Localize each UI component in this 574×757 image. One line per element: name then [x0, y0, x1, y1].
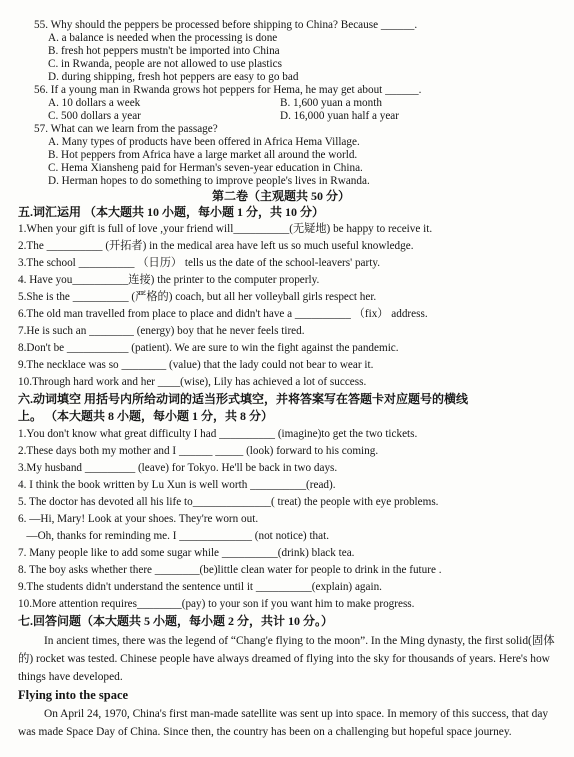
- section5-item-6: 6.The old man travelled from place to place and didn't have a __________ （fix） address.: [18, 308, 428, 320]
- part2-heading: 第二卷（主观题共 50 分）: [212, 189, 351, 203]
- section7-intro: In ancient times, there was the legend of “Chang'e flying to the moon”. In the Ming dynasty, the first solid(固体的) rocket was tested. Chinese people have always dreamed of flying into the sky for thousands of years. Here's how things have developed.: [18, 635, 555, 683]
- q55-option-b: B. fresh hot peppers mustn't be imported into China: [48, 45, 280, 57]
- section5-item-2: 2.The __________ (开拓者) in the medical area have left us so much useful knowledge.: [18, 240, 414, 252]
- q57-stem: 57. What can we learn from the passage?: [34, 123, 218, 135]
- q56-stem: 56. If a young man in Rwanda grows hot peppers for Hema, he may get about ______.: [34, 84, 422, 96]
- section5-item-7: 7.He is such an ________ (energy) boy that he never feels tired.: [18, 325, 305, 337]
- q56-option-a: A. 10 dollars a week: [48, 97, 141, 109]
- section6-item-2: 2.These days both my mother and I ______ _____ (look) forward to his coming.: [18, 445, 379, 457]
- section6-heading-line2: 上。 （本大题共 8 小题，每小题 1 分，共 8 分）: [18, 409, 274, 423]
- passage-title: Flying into the space: [18, 688, 129, 702]
- q57-option-c: C. Hema Xiansheng paid for Herman's seven-year education in China.: [48, 162, 363, 174]
- q55-stem: 55. Why should the peppers be processed before shipping to China? Because ______.: [34, 19, 418, 31]
- section5-item-5: 5.She is the __________ (严格的) coach, but all her volleyball girls respect her.: [18, 291, 377, 303]
- section5-item-10: 10.Through hard work and her ____(wise), Lily has achieved a lot of success.: [18, 376, 367, 388]
- q57-option-a: A. Many types of products have been offered in Africa Hema Village.: [48, 136, 360, 148]
- section6-item-4: 4. I think the book written by Lu Xun is well worth __________(read).: [18, 479, 336, 491]
- section5-item-1: 1.When your gift is full of love ,your friend will__________(无疑地) be happy to receive it.: [18, 223, 433, 235]
- section6-item-7: 7. Many people like to add some sugar while __________(drink) black tea.: [18, 547, 355, 559]
- section5-item-8: 8.Don't be ___________ (patient). We are sure to win the fight against the pandemic.: [18, 342, 399, 354]
- section7-heading: 七.回答问题（本大题共 5 小题，每小题 2 分，共计 10 分。）: [18, 614, 334, 628]
- section5-item-4: 4. Have you__________连接) the printer to the computer properly.: [18, 274, 320, 286]
- passage-paragraph-1: On April 24, 1970, China's first man-made satellite was sent up into space. In memory of this success, that day was made Space Day of China. Since then, the country has been on a challenging but hopeful space journey.: [18, 708, 549, 738]
- section6-item-9: 9.The students didn't understand the sentence until it __________(explain) again.: [18, 581, 382, 593]
- section6-item-3: 3.My husband _________ (leave) for Tokyo. He'll be back in two days.: [18, 462, 338, 474]
- q55-option-d: D. during shipping, fresh hot peppers are easy to go bad: [48, 71, 299, 83]
- section6-item-6a: 6. —Hi, Mary! Look at your shoes. They're worn out.: [18, 513, 259, 525]
- section6-item-10: 10.More attention requires________(pay) to your son if you want him to make progress.: [18, 598, 415, 610]
- section5-item-3: 3.The school __________ （日历） tells us the date of the school-leavers' party.: [18, 257, 381, 269]
- section6-item-1: 1.You don't know what great difficulty I had __________ (imagine)to get the two tickets.: [18, 428, 418, 440]
- q56-option-d: D. 16,000 yuan half a year: [280, 110, 399, 122]
- q57-option-d: D. Herman hopes to do something to improve people's lives in Rwanda.: [48, 175, 370, 187]
- q55-option-c: C. in Rwanda, people are not allowed to use plastics: [48, 58, 282, 70]
- q56-option-c: C. 500 dollars a year: [48, 110, 141, 122]
- section6-item-5: 5. The doctor has devoted all his life to______________( treat) the people with eye problems.: [18, 496, 439, 508]
- q55-option-a: A. a balance is needed when the processing is done: [48, 32, 278, 44]
- section5-item-9: 9.The necklace was so ________ (value) that the lady could not bear to wear it.: [18, 359, 374, 371]
- section6-item-6b: —Oh, thanks for reminding me. I _____________ (not notice) that.: [18, 530, 330, 542]
- q57-option-b: B. Hot peppers from Africa have a large market all around the world.: [48, 149, 358, 161]
- q56-option-b: B. 1,600 yuan a month: [280, 97, 382, 109]
- section5-heading: 五.词汇运用 （本大题共 10 小题，每小题 1 分，共 10 分）: [18, 205, 325, 219]
- section6-heading-line1: 六.动词填空 用括号内所给动词的适当形式填空，并将答案写在答题卡对应题号的横线: [18, 392, 469, 406]
- section6-item-8: 8. The boy asks whether there ________(be)little clean water for people to drink in the future .: [18, 564, 442, 576]
